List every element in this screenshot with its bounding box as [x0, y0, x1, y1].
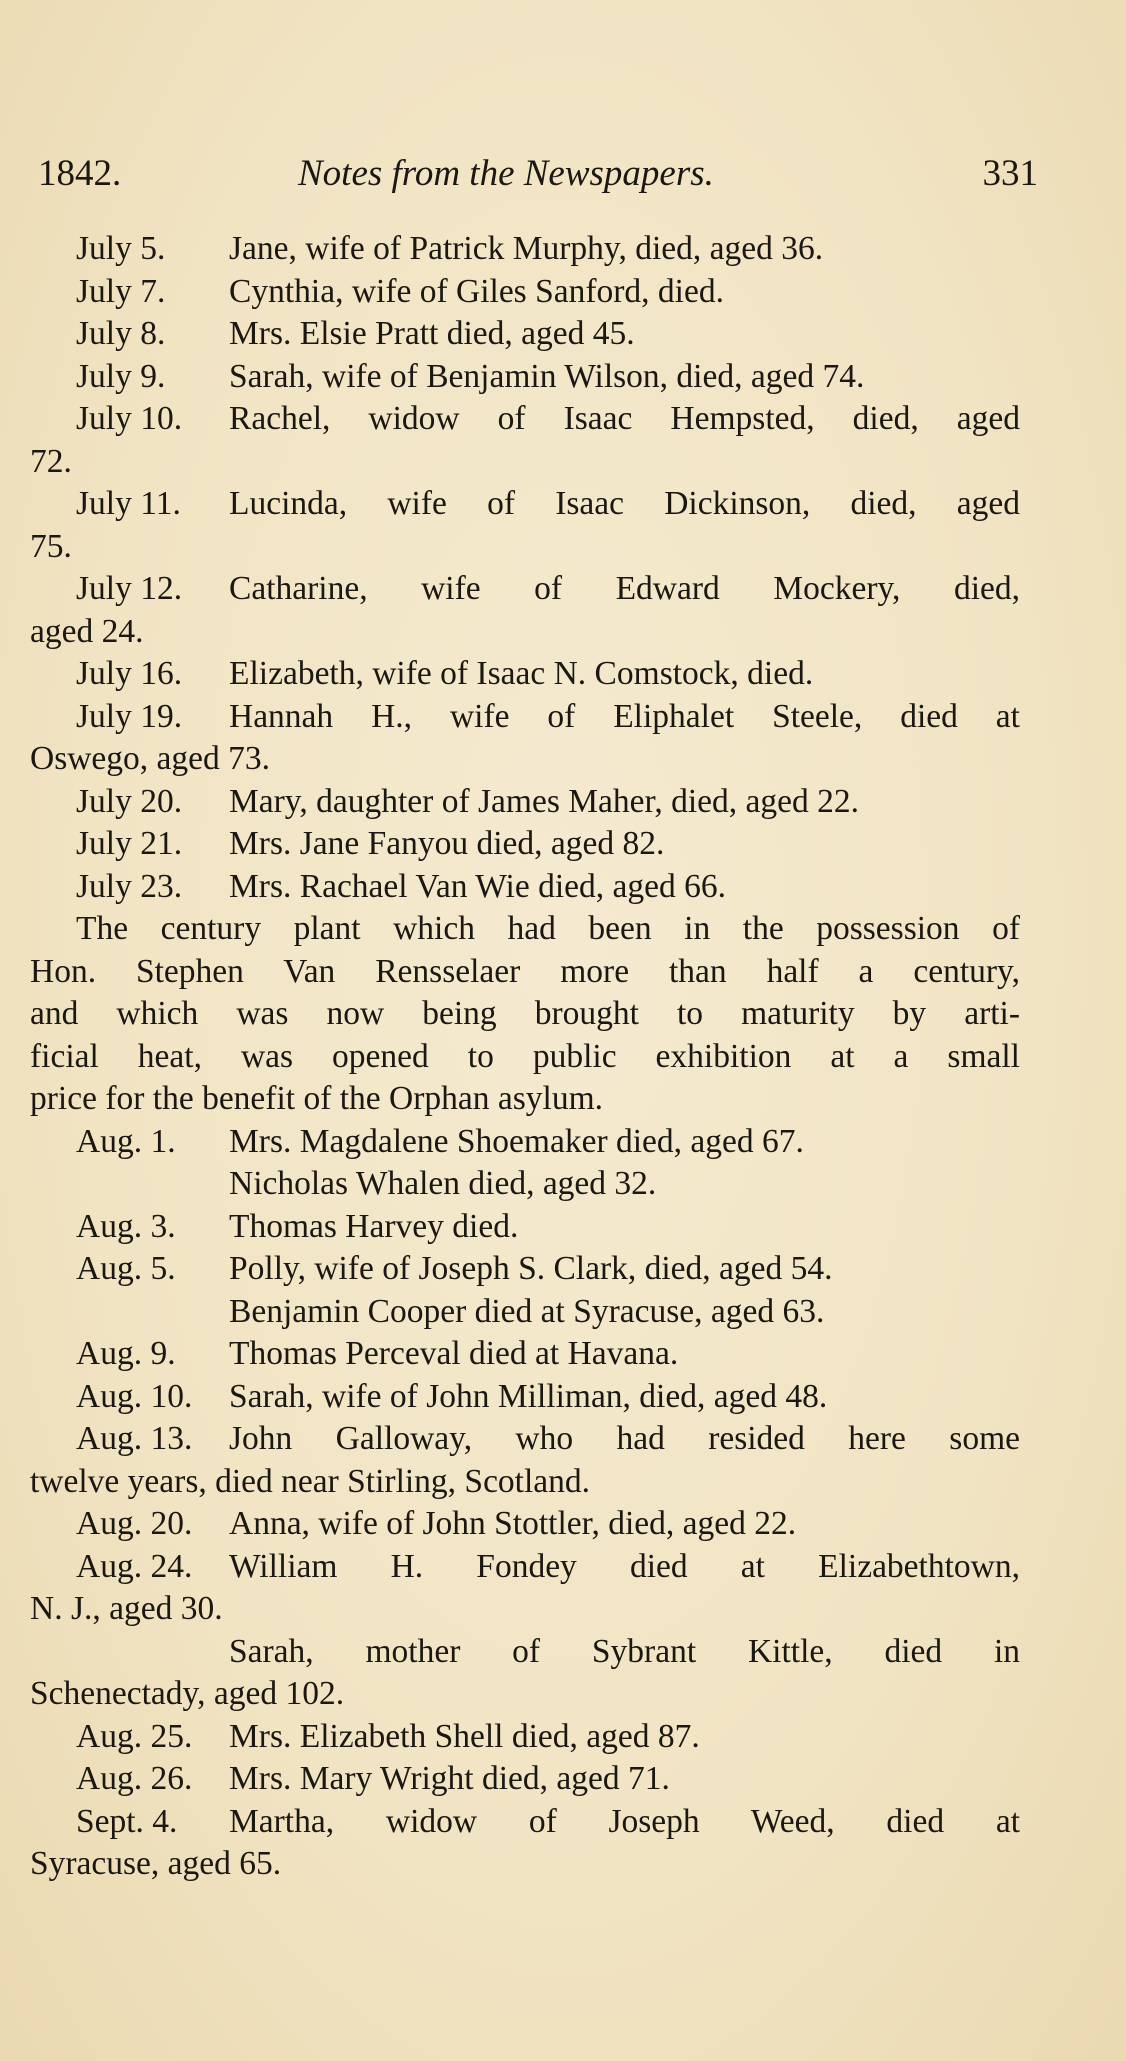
entry-text: Benjamin Cooper died at Syracuse, aged 63.	[229, 1292, 825, 1330]
july-entries	[30, 228, 1020, 908]
entry-text: Thomas Perceval died at Havana.	[229, 1335, 679, 1372]
news-entry	[30, 483, 1020, 526]
entry-text: John Galloway, who had resided here some	[229, 1420, 1020, 1457]
news-entry	[30, 781, 1020, 824]
entry-date: Aug. 26.	[76, 1760, 193, 1797]
news-entry	[30, 1248, 1020, 1291]
entry-text: Nicholas Whalen died, aged 32.	[229, 1165, 657, 1202]
news-entry	[30, 228, 1020, 271]
entry-text: Mrs. Jane Fanyou died, aged 82.	[229, 825, 665, 862]
news-entry	[30, 356, 1020, 399]
paragraph-line: and which was now being brought to maturity by arti-	[30, 995, 1020, 1032]
news-entry	[30, 568, 1020, 611]
news-entry	[30, 1546, 1020, 1589]
entry-text: Mary, daughter of James Maher, died, aged 22.	[229, 782, 859, 820]
news-entry	[30, 1631, 1020, 1674]
header-title: Notes from the Newspapers.	[298, 153, 714, 194]
century-plant-paragraph	[30, 908, 1020, 1121]
entry-text: Mrs. Mary Wright died, aged 71.	[229, 1760, 670, 1797]
entry-date: Sept. 4.	[76, 1802, 178, 1840]
entry-continuation: N. J., aged 30.	[30, 1590, 223, 1627]
entry-text: William H. Fondey died at Elizabethtown,	[229, 1547, 1020, 1585]
entry-text: Mrs. Elsie Pratt died, aged 45.	[229, 315, 635, 352]
entry-date: July 12.	[76, 570, 183, 607]
news-entry	[30, 1503, 1020, 1546]
entry-date: July 10.	[76, 400, 183, 437]
entry-date: July 11.	[76, 485, 181, 522]
news-entry	[30, 653, 1020, 696]
entry-continuation: 75.	[30, 527, 72, 565]
august-september-entries	[30, 1121, 1020, 1886]
news-entry	[30, 1121, 1020, 1164]
entry-text: Mrs. Magdalene Shoemaker died, aged 67.	[229, 1122, 804, 1160]
body-text	[30, 228, 1020, 1886]
entry-date: July 20.	[76, 782, 183, 820]
paragraph-line: price for the benefit of the Orphan asylum.	[30, 1080, 604, 1117]
entry-text: Cynthia, wife of Giles Sanford, died.	[229, 272, 724, 310]
entry-date	[76, 1163, 229, 1206]
entry-continuation: Oswego, aged 73.	[30, 740, 271, 777]
entry-text: Lucinda, wife of Isaac Dickinson, died, aged	[229, 485, 1020, 522]
news-entry	[30, 1418, 1020, 1461]
news-entry	[30, 271, 1020, 314]
entry-continuation: aged 24.	[30, 612, 144, 650]
paragraph-line: Hon. Stephen Van Rensselaer more than half a century,	[30, 952, 1020, 990]
entry-date: Aug. 24.	[76, 1547, 193, 1585]
news-entry	[30, 696, 1020, 739]
news-entry	[30, 313, 1020, 356]
news-entry	[30, 823, 1020, 866]
entry-date	[76, 1291, 229, 1334]
entry-date: Aug. 5.	[76, 1250, 176, 1287]
news-entry	[30, 866, 1020, 909]
entry-date: July 8.	[76, 315, 166, 352]
entry-date: July 9.	[76, 357, 166, 395]
news-entry	[30, 1716, 1020, 1759]
entry-date: July 16.	[76, 655, 183, 692]
entry-date: July 23.	[76, 867, 183, 905]
entry-date: Aug. 9.	[76, 1335, 176, 1372]
entry-text: Thomas Harvey died.	[229, 1207, 519, 1245]
entry-text: Jane, wife of Patrick Murphy, died, aged 36.	[229, 230, 824, 267]
entry-text: Hannah H., wife of Eliphalet Steele, died at	[229, 697, 1020, 735]
entry-text: Polly, wife of Joseph S. Clark, died, aged 54.	[229, 1250, 833, 1287]
header-year: 1842.	[38, 153, 122, 194]
entry-date: July 19.	[76, 697, 183, 735]
entry-continuation: 72.	[30, 442, 72, 480]
news-entry	[30, 398, 1020, 441]
entry-date: July 7.	[76, 272, 166, 310]
page-number: 331	[982, 153, 1038, 194]
entry-text: Mrs. Rachael Van Wie died, aged 66.	[229, 867, 726, 905]
news-entry	[30, 1801, 1020, 1844]
running-header	[38, 152, 1038, 202]
news-entry	[30, 1376, 1020, 1419]
entry-text: Catharine, wife of Edward Mockery, died,	[229, 570, 1020, 607]
entry-text: Elizabeth, wife of Isaac N. Comstock, died.	[229, 655, 814, 692]
news-entry	[30, 1291, 1020, 1334]
entry-text: Rachel, widow of Isaac Hempsted, died, aged	[229, 400, 1020, 437]
entry-text: Martha, widow of Joseph Weed, died at	[229, 1802, 1020, 1840]
entry-date: July 5.	[76, 230, 166, 267]
entry-text: Sarah, mother of Sybrant Kittle, died in	[229, 1632, 1020, 1670]
news-entry	[30, 1163, 1020, 1206]
entry-date: Aug. 25.	[76, 1717, 193, 1755]
entry-date: Aug. 3.	[76, 1207, 176, 1245]
entry-date: Aug. 13.	[76, 1420, 193, 1457]
entry-text: Anna, wife of John Stottler, died, aged 22.	[229, 1505, 797, 1542]
entry-continuation: Schenectady, aged 102.	[30, 1675, 345, 1712]
entry-date	[76, 1631, 229, 1674]
entry-date: Aug. 1.	[76, 1122, 176, 1160]
entry-text: Sarah, wife of Benjamin Wilson, died, aged 74.	[229, 357, 865, 395]
paragraph-line: ficial heat, was opened to public exhibition at a small	[30, 1037, 1020, 1075]
entry-continuation: Syracuse, aged 65.	[30, 1845, 282, 1882]
entry-continuation: twelve years, died near Stirling, Scotland.	[30, 1462, 591, 1500]
news-entry	[30, 1333, 1020, 1376]
paragraph-line: The century plant which had been in the possession of	[76, 910, 1020, 947]
entry-date: July 21.	[76, 825, 183, 862]
entry-date: Aug. 20.	[76, 1505, 193, 1542]
entry-text: Sarah, wife of John Milliman, died, aged 48.	[229, 1377, 828, 1415]
news-entry	[30, 1758, 1020, 1801]
entry-text: Mrs. Elizabeth Shell died, aged 87.	[229, 1717, 700, 1755]
news-entry	[30, 1206, 1020, 1249]
entry-date: Aug. 10.	[76, 1377, 193, 1415]
